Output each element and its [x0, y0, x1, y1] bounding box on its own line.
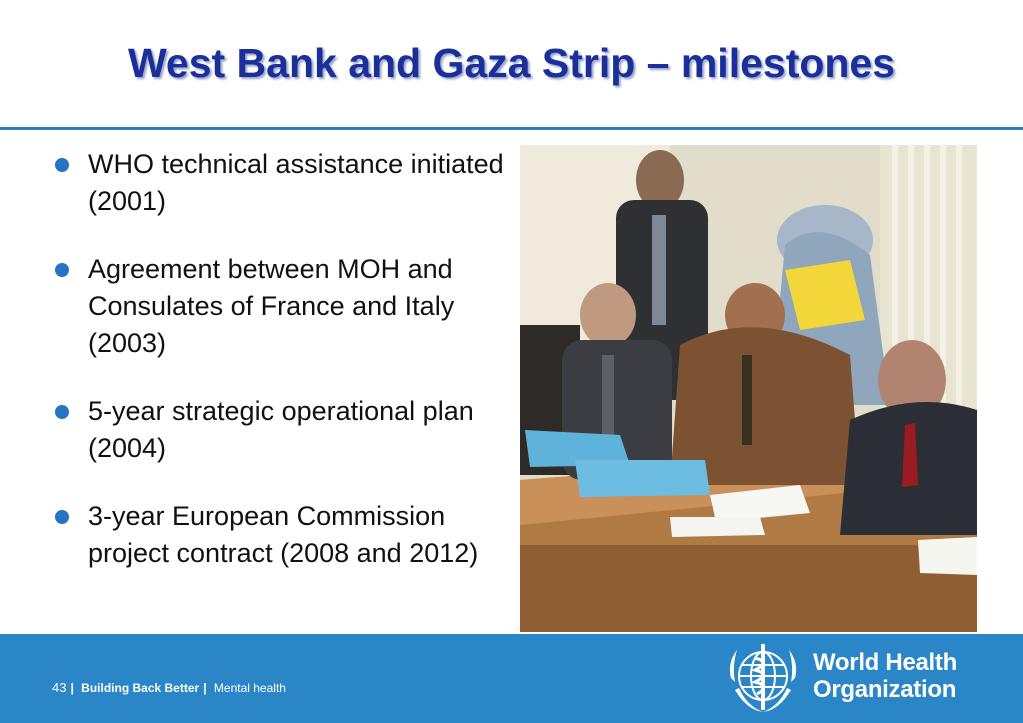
footer-caption: 43 | Building Back Better | Mental health	[52, 680, 286, 695]
bullet-dot-icon	[55, 158, 69, 172]
who-emblem-icon	[721, 638, 805, 718]
topic-label: Mental health	[213, 681, 286, 695]
bullet-list	[52, 146, 507, 603]
bullet-text: 3-year European Commission project contract (2008 and 2012)	[88, 501, 479, 568]
slide-title: West Bank and Gaza Strip – milestones	[127, 40, 896, 86]
title-divider	[0, 127, 1023, 130]
bullet-item	[52, 251, 507, 362]
bullet-text: WHO technical assistance initiated (2001)	[88, 149, 504, 216]
meeting-photo	[520, 145, 977, 632]
bullet-text: 5-year strategic operational plan (2004)	[88, 396, 474, 463]
bullet-item	[52, 498, 507, 572]
page-number: 43	[52, 680, 67, 695]
bullet-text: Agreement between MOH and Consulates of France and Italy (2003)	[88, 254, 455, 358]
bullet-dot-icon	[55, 510, 69, 524]
bullet-dot-icon	[55, 405, 69, 419]
bullet-item	[52, 393, 507, 467]
org-name-line2: Organization	[813, 676, 957, 703]
organization-name	[813, 649, 957, 703]
org-name-line1: World Health	[813, 649, 957, 676]
bullet-dot-icon	[55, 263, 69, 277]
bullet-item	[52, 146, 507, 220]
series-title: Building Back Better	[81, 681, 200, 695]
